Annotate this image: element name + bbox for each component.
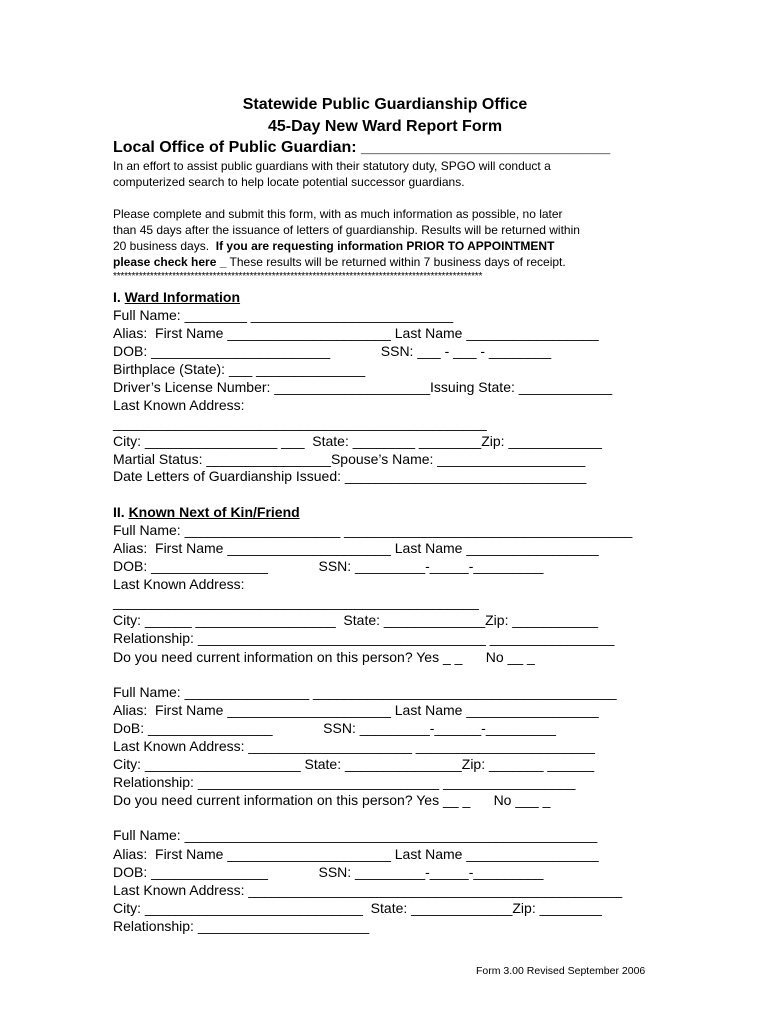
ward-license-field[interactable]: Driver’s License Number: ____________________Issuing State: ____________ (113, 379, 613, 395)
prior-appointment-text: If you are requesting information PRIOR TO APPOINTMENT (215, 239, 555, 253)
prior-appointment-checkbox[interactable]: please check here _ (113, 255, 227, 269)
ward-address-line[interactable]: ________________________________________________ (113, 415, 487, 431)
ward-city-state-zip-field[interactable]: City: _________________ ___ State: ________ ________Zip: ____________ (113, 433, 602, 449)
section-number: II. (113, 504, 129, 520)
office-title: Statewide Public Guardianship Office (242, 96, 528, 113)
intro-paragraph-2-line-4 (113, 255, 566, 270)
kin1-dob-ssn-field[interactable]: DOB: _______________ SSN: _________-_____-_________ (113, 558, 544, 574)
section-title: Known Next of Kin/Friend (128, 504, 300, 520)
ward-address-label: Last Known Address: (113, 397, 245, 413)
kin1-city-state-zip-field[interactable]: City: ______ __________________ State: _____________Zip: ___________ (113, 612, 598, 628)
ward-information-heading (113, 289, 240, 306)
kin3-dob-ssn-field[interactable]: DOB: _______________ SSN: _________-_____-_________ (113, 864, 544, 880)
intro-paragraph-2-line-2: than 45 days after the issuance of letters of guardianship. Results will be returned within (113, 223, 580, 237)
kin3-alias-field[interactable]: Alias: First Name _____________________ Last Name _________________ (113, 846, 599, 862)
kin1-need-info-field[interactable]: Do you need current information on this person? Yes _ _ No __ _ (113, 649, 535, 665)
seven-days-text: These results will be returned within 7 business days of receipt. (226, 255, 566, 269)
separator-stars: **************************************************************************************************** (113, 271, 483, 282)
ward-marital-field[interactable]: Martial Status: ________________Spouse’s Name: ___________________ (113, 451, 586, 467)
section-title: Ward Information (124, 289, 241, 305)
form-title: 45-Day New Ward Report Form (267, 118, 503, 135)
kin3-full-name-field[interactable]: Full Name: _____________________________________________________ (113, 827, 598, 843)
kin2-full-name-field[interactable]: Full Name: ________________ _______________________________________ (113, 684, 617, 700)
section-number: I. (113, 289, 125, 305)
ward-letters-date-field[interactable]: Date Letters of Guardianship Issued: _______________________________ (113, 468, 587, 484)
kin3-relationship-field[interactable]: Relationship: ______________________ (113, 918, 370, 934)
form-revision-footer: Form 3.00 Revised September 2006 (476, 965, 646, 977)
kin1-address-line[interactable]: _______________________________________________ (113, 594, 479, 610)
kin2-city-state-zip-field[interactable]: City: ____________________ State: _______________Zip: _______ ______ (113, 756, 595, 772)
intro-paragraph-2-line-3 (113, 239, 554, 254)
kin2-need-info-field[interactable]: Do you need current information on this person? Yes __ _ No ___ _ (113, 792, 551, 808)
kin2-relationship-field[interactable]: Relationship: _______________________________ _________________ (113, 774, 576, 790)
kin1-address-label: Last Known Address: (113, 576, 245, 592)
ward-birthplace-field[interactable]: Birthplace (State): ___ ______________ (113, 361, 366, 377)
intro-paragraph-2-line-1: Please complete and submit this form, with as much information as possible, no later (113, 207, 563, 221)
local-office-field[interactable]: Local Office of Public Guardian: ____________________________ (113, 139, 611, 156)
next-of-kin-heading (113, 504, 300, 521)
intro-paragraph-1-line-1: In an effort to assist public guardians with their statutory duty, SPGO will conduct a (113, 159, 551, 173)
kin2-dob-ssn-field[interactable]: DoB: ________________ SSN: _________-______-_________ (113, 720, 556, 736)
kin2-alias-field[interactable]: Alias: First Name _____________________ Last Name _________________ (113, 702, 599, 718)
kin1-alias-field[interactable]: Alias: First Name _____________________ Last Name _________________ (113, 540, 599, 556)
ward-dob-ssn-field[interactable]: DOB: _______________________ SSN: ___ - ___ - ________ (113, 343, 552, 359)
intro-paragraph-1-line-2: computerized search to help locate potential successor guardians. (113, 175, 465, 189)
kin3-city-state-zip-field[interactable]: City: ____________________________ State: _____________Zip: ________ (113, 900, 602, 916)
kin1-relationship-field[interactable]: Relationship: _____________________________________ ________________ (113, 630, 615, 646)
ward-alias-field[interactable]: Alias: First Name _____________________ Last Name _________________ (113, 325, 599, 341)
kin1-full-name-field[interactable]: Full Name: ____________________ _____________________________________ (113, 522, 633, 538)
ward-full-name-field[interactable]: Full Name: ________ __________________________ (113, 307, 454, 323)
kin2-address-field[interactable]: Last Known Address: _____________________ _______________________ (113, 738, 595, 754)
business-days-text: 20 business days. (113, 239, 216, 253)
kin3-address-field[interactable]: Last Known Address: ________________________________________________ (113, 882, 623, 898)
